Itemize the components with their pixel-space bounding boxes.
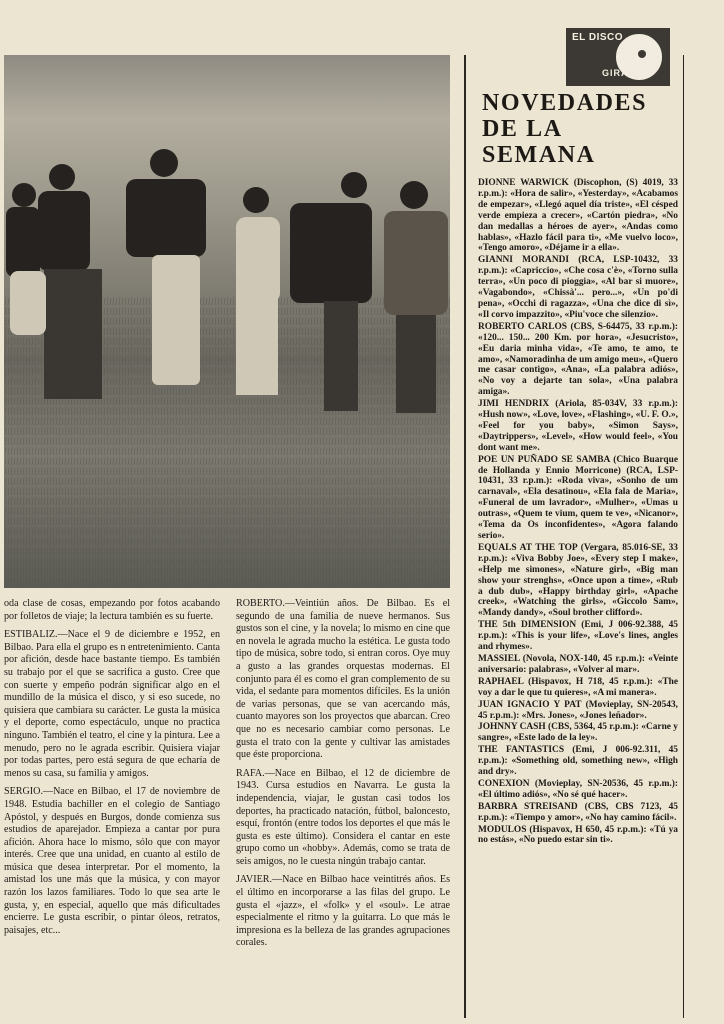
record-entry: THE 5th DIMENSION (Emi, J 006-92.388, 45 r.p.m.): «This is your life», «Love's lines, angles and rhymes». <box>478 620 678 653</box>
record-entry: GIANNI MORANDI (RCA, LSP-10432, 33 r.p.m.): «Capriccio», «Che cosa c'è», «Torno sulla terra», «Un poco di pioggia», «Al bar si muore», «Vagabondo», «Chissà'... pero...», «Un po'di pena», «Occhi di ragazza», «Una che dice di sì», «Il corvo impazzito», «Piu'voce che silenzio». <box>478 255 678 320</box>
novedades-sidebar <box>478 28 678 847</box>
headline-line-1: NOVEDADES <box>482 90 648 116</box>
section-headline <box>482 90 678 168</box>
record-entry: MASSIEL (Novola, NOX-140, 45 r.p.m.): «Veinte aniversario: palabras», «Volver al mar». <box>478 653 678 675</box>
el-disco-gira-logo <box>566 28 670 86</box>
column-rule-left <box>464 55 466 1018</box>
record-entry: ROBERTO CARLOS (CBS, S-64475, 33 r.p.m.): «120... 150... 200 Km. por hora», «Jesucristo», «Eu daria minha vida», «Te amo, te amo, te amo», «Namoradinha de um amigo meu», «Quero me casar contigo», «Ana», «La palabra adiós», «No voy a dejarte tan sola», «Una palabra amiga». <box>478 321 678 398</box>
paragraph-rafa: RAFA.—Nace en Bilbao, el 12 de diciembre de 1943. Cursa estudios en Navarra. Le gusta la independencia, viajar, le gustan casi todos los deportes, ha practicado natación, fútbol, baloncesto, esquí, frontón (entre todos los deportes el que más le gusta es este último). Considera el cantar en este grupo como un «hobby». Además, como se trata de seis amigos, no le cuesta ningún trabajo cantar. <box>236 767 450 867</box>
record-entry: BARBRA STREISAND (CBS, CBS 7123, 45 r.p.m.): «Tiempo y amor», «No hay camino fácil». <box>478 801 678 823</box>
paragraph-javier: JAVIER.—Nace en Bilbao hace veintitrés años. Es el último en incorporarse a las filas del grupo. Le gusta el «jazz», el «folk» y el «soul». Le atrae especialmente el ritmo y la guitarra. Lo que más le impresiona es la belleza de las grandes agrupaciones corales. <box>236 874 450 949</box>
paragraph-roberto: ROBERTO.—Veintiún años. De Bilbao. Es el segundo de una familia de nueve hermanos. Sus gustos son el cine, y la novela; lo mismo en cine que en novela le agrada mucho la estética. Le gusta todo tipo de música, sobre todo, si entran coros. Oye muy a gusto a las grandes orquestas modernas. El conjunto para él es como el gran complemento de su vida, el sedante para momentos difíciles. Es la unión de varias personas, que se van acercando más, cuanto mayores son los proyectos que abarcan. Creo que no es necesario cambiar como personas. Le gusta el trato con la gente y cultivar las amistades que éste proporciona. <box>236 598 450 761</box>
record-entry: EQUALS AT THE TOP (Vergara, 85.016-SE, 33 r.p.m.): «Viva Bobby Joe», «Every step I make», «Help me simones», «Nature girl», «Big man show your strenghs», «Once upon a time», «Rub a dub dub», «Happy birthday girl», «Apache creek», «Watching the girls», «Giccolo Sam», «Mandy dandy», «Soul brother clifford». <box>478 542 678 619</box>
record-list <box>478 178 678 846</box>
record-entry: JUAN IGNACIO Y PAT (Movieplay, SN-20543, 45 r.p.m.): «Mrs. Jones», «Jones leñador». <box>478 699 678 721</box>
paragraph-intro: oda clase de cosas, empezando por fotos acabando por folletos de viaje; la lectura también es su fuerte. <box>4 598 220 622</box>
record-entry: JIMI HENDRIX (Ariola, 85-034V, 33 r.p.m.): «Hush now», «Love, love», «Flashing», «U. F. O.», «Feel for you baby», «Simon Says», «Daytrippers», «Level», «How would feel», «You dont want me». <box>478 399 678 453</box>
record-entry: MODULOS (Hispavox, H 650, 45 r.p.m.): «Tú ya no estás», «No puedo estar sin ti». <box>478 824 678 846</box>
record-entry: JOHNNY CASH (CBS, 5364, 45 r.p.m.): «Carne y sangre», «Este lado de la ley». <box>478 722 678 744</box>
record-entry: RAPHAEL (Hispavox, H 718, 45 r.p.m.): «The voy a dar le que tu quieres», «A mi manera». <box>478 676 678 698</box>
group-photo <box>4 55 450 588</box>
record-entry: POE UN PUÑADO SE SAMBA (Chico Buarque de Hollanda y Ennio Morricone) (RCA, LSP-10431, 33 r.p.m.): «Roda viva», «Sonho de um carnaval», «Ela desatinou», «Ela fala de Maria», «Funeral de um lavrador», «Mulher», «Umas u outras», «Quem te vium, quem te ve», «Nicanor», «Tema da Os inconfidentes», «Agora falando serio». <box>478 454 678 541</box>
logo-text-top: EL DISCO <box>572 32 624 43</box>
article-column-middle <box>236 598 450 956</box>
column-rule-right <box>683 55 684 1018</box>
record-entry: THE FANTASTICS (Emi, J 006-92.311, 45 r.p.m.): «Something old, something new», «High and dry». <box>478 745 678 778</box>
article-column-left <box>4 598 220 943</box>
record-hole-icon <box>638 50 646 58</box>
logo-text-bottom: GIRA <box>602 68 629 78</box>
group-photo-illustration <box>4 55 450 588</box>
paragraph-estibaliz: ESTIBALIZ.—Nace el 9 de diciembre e 1952, en Bilbao. Para ella el grupo es n entretenimiento. Canta por afición, desde hace bastante tiempo. Es también su trabajo por el que se sacrifica a gusto. Cree que con suerte y empeño podrán significar algo en el mundillo de la música el disco, y si eso sucede, no quisiera que cambiara su carácter. Le gusta la música y el deporte, como espectáculo, unque no practica ninguno. También el teatro, el cine y la pintura. Lee a menudo, pero no le agrada escribir. Quisiera viajar por todas partes, pero está segura de que echaría de menos su casa, su familia y amigos. <box>4 629 220 779</box>
paragraph-sergio: SERGIO.—Nace en Bilbao, el 17 de noviembre de 1948. Estudia bachiller en el colegio de Santiago Apóstol, y después en Burgos, donde comienza sus estudios de aparejador. Empieza a cantar por pura afición. Ahora hace lo mismo, sólo que con mayor interés. Cree que una unidad, en cuanto al estilo de música que desea interpretar. Por el momento, la amistad los une más que la música, y con mayor razón los lazos familiares. Todo lo que sea arte le gusta, y, en especial, aquello que más dificultades encierre. Le gusta escribir, o pintar óleos, retratos, paisajes, etc... <box>4 786 220 936</box>
record-entry: CONEXION (Movieplay, SN-20536, 45 r.p.m.): «El último adiós», «No sé qué hacer». <box>478 778 678 800</box>
headline-line-2: DE LA SEMANA <box>482 116 596 168</box>
record-entry: DIONNE WARWICK (Discophon, (S) 4019, 33 r.p.m.): «Hora de salir», «Yesterday», «Acabamos de empezar», «Llegó aquel día triste», «El césped verde empieza a crecer», «Cartón piedra», «No dan medallas a héroes de ayer», «Andas como hablas», «Hazlo fácil para ti», «Me vuelvo loco», «Tengo amoro», «Déjame ir a ella». <box>478 178 678 254</box>
